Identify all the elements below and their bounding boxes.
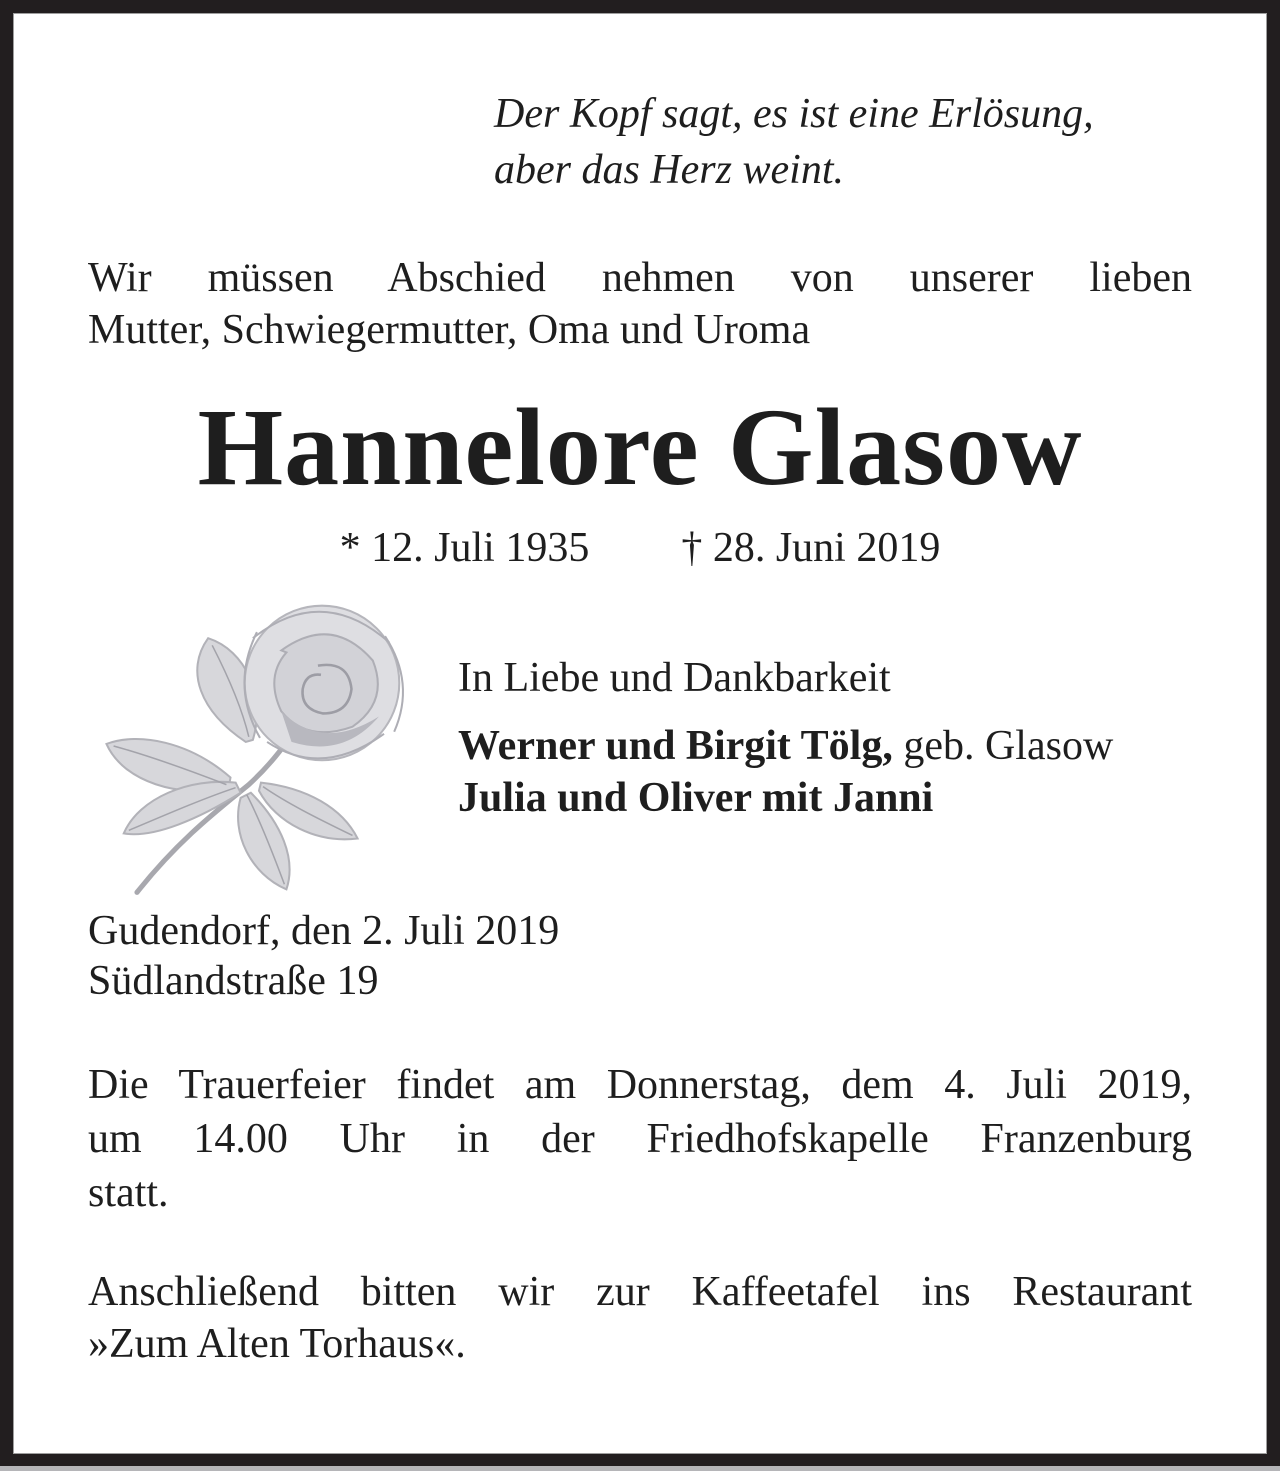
- deceased-name: Hannelore Glasow: [197, 386, 1083, 508]
- rose-image: [78, 586, 444, 908]
- funeral-paragraph: [88, 1058, 1192, 1220]
- birth-date: * 12. Juli 1935: [339, 525, 590, 571]
- epigraph-line-2: aber das Herz weint.: [494, 147, 844, 193]
- rose-icon: [78, 586, 444, 908]
- intro-line-2: Mutter, Schwiegermutter, Oma und Uroma: [88, 307, 811, 353]
- place-date-block: [88, 906, 559, 1006]
- mourner-names-bold: Werner und Birgit Tölg,: [458, 723, 893, 769]
- funeral-line-3: statt.: [88, 1170, 169, 1216]
- funeral-line-1: Die Trauerfeier findet am Donnerstag, dem 4. Juli 2019,: [88, 1062, 1192, 1108]
- spacer: [458, 704, 1113, 720]
- address-line: Südlandstraße 19: [88, 958, 379, 1004]
- mourner-line-1: [458, 720, 1113, 772]
- epigraph-line-1: Der Kopf sagt, es ist eine Erlösung,: [494, 91, 1094, 137]
- intro-paragraph: [88, 252, 1192, 356]
- tribute-line: In Liebe und Dankbarkeit: [458, 655, 891, 701]
- scan-edge-strip: [0, 1466, 1280, 1471]
- intro-line-1: Wir müssen Abschied nehmen von unserer lieben: [88, 255, 1192, 301]
- mourners-list: [458, 652, 1113, 824]
- reception-line-2: »Zum Alten Torhaus«.: [88, 1321, 466, 1367]
- mourner-line-2: Julia und Oliver mit Janni: [458, 775, 934, 821]
- funeral-line-2: um 14.00 Uhr in der Friedhofskapelle Franzenburg: [88, 1116, 1192, 1162]
- reception-paragraph: [88, 1266, 1192, 1370]
- death-date: † 28. Juni 2019: [681, 525, 941, 571]
- reception-line-1: Anschließend bitten wir zur Kaffeetafel ins Restaurant: [88, 1269, 1192, 1315]
- obituary-page: [13, 13, 1267, 1454]
- life-dates: [14, 522, 1266, 574]
- epigraph: [494, 86, 1094, 198]
- place-date-line: Gudendorf, den 2. Juli 2019: [88, 908, 560, 954]
- mourner-maiden-name: geb. Glasow: [892, 723, 1114, 769]
